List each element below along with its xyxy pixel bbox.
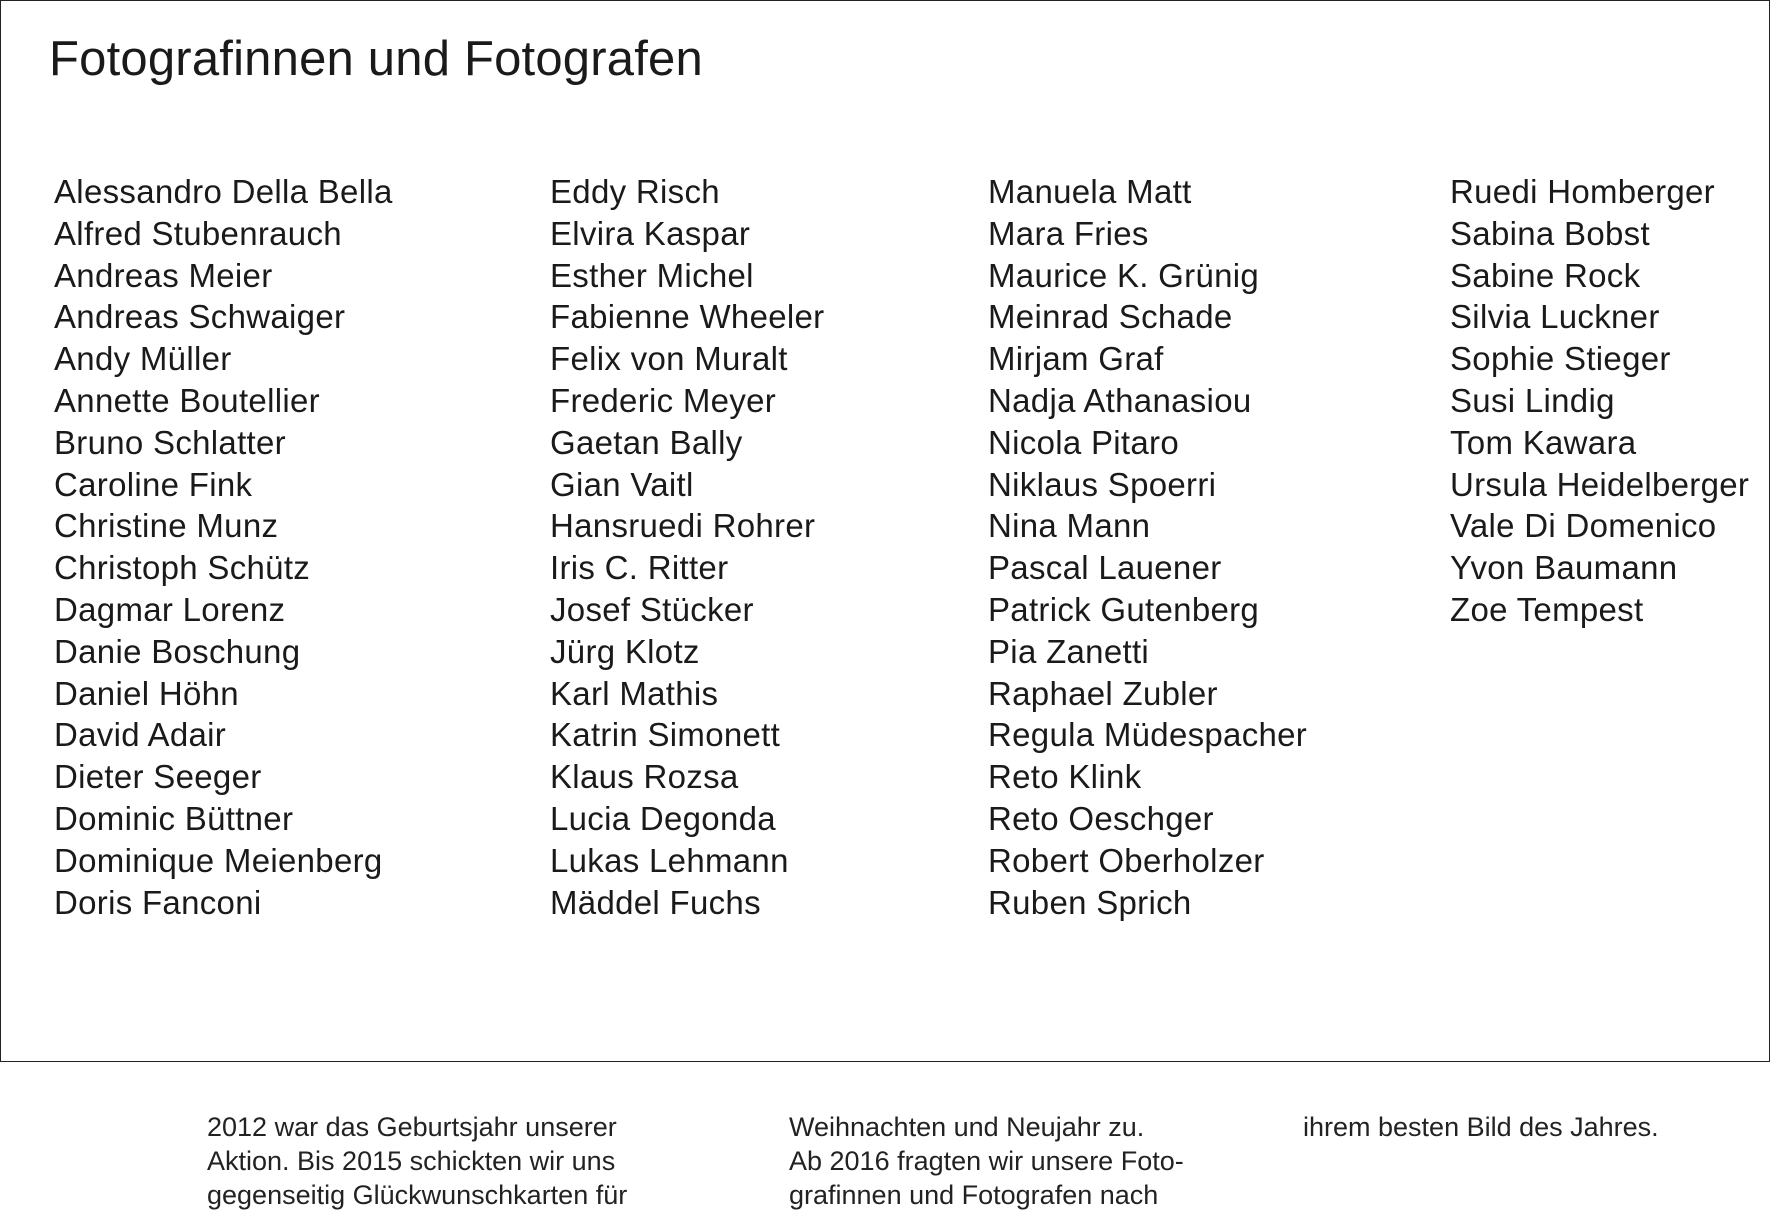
- photographer-name: Sabine Rock: [1450, 256, 1641, 294]
- photographer-name: Zoe Tempest: [1450, 590, 1644, 628]
- photographer-name: Dominique Meienberg: [54, 841, 383, 879]
- name-column-2: [550, 171, 824, 923]
- photographer-name: Manuela Matt: [988, 173, 1192, 210]
- photographer-name: Bruno Schlatter: [54, 423, 286, 461]
- photographer-name: Klaus Rozsa: [550, 758, 739, 796]
- photographer-name: Mara Fries: [988, 214, 1149, 252]
- photographer-name: Frederic Meyer: [550, 381, 777, 419]
- photographer-name: Karl Mathis: [550, 674, 719, 712]
- footer-text-line: grafinnen und Fotografen nach: [789, 1180, 1159, 1210]
- photographer-name: Raphael Zubler: [988, 674, 1218, 712]
- photographer-name: Robert Oberholzer: [988, 841, 1265, 879]
- photographer-name: Sophie Stieger: [1450, 340, 1671, 378]
- photographer-name: Fabienne Wheeler: [550, 298, 825, 336]
- page-title: Fotografinnen und Fotografen: [49, 32, 703, 86]
- photographer-name: Gian Vaitl: [550, 465, 694, 503]
- footer-text-line: Weihnachten und Neujahr zu.: [789, 1112, 1145, 1142]
- photographer-name: Ruedi Homberger: [1450, 173, 1715, 210]
- photographer-name: Iris C. Ritter: [550, 549, 729, 587]
- photographer-name: Dagmar Lorenz: [54, 590, 286, 628]
- name-column-4: [1450, 171, 1749, 631]
- footer-text-line: ihrem besten Bild des Jahres.: [1303, 1112, 1659, 1142]
- photographer-name: Danie Boschung: [54, 632, 301, 670]
- photographer-name: Regula Müdespacher: [988, 716, 1308, 754]
- footer-text-column-3: [1303, 1110, 1772, 1144]
- photographer-name: Katrin Simonett: [550, 716, 781, 754]
- photographer-name: Niklaus Spoerri: [988, 465, 1217, 503]
- photographer-name: Andreas Schwaiger: [54, 298, 346, 336]
- photographer-name: Pia Zanetti: [988, 632, 1150, 670]
- photographer-name: Sabina Bobst: [1450, 214, 1650, 252]
- footer-text-line: gegenseitig Glückwunschkarten für: [207, 1180, 628, 1210]
- photographer-name: Vale Di Domenico: [1450, 507, 1717, 545]
- photographer-name: Dominic Büttner: [54, 799, 294, 837]
- photographer-name: Nina Mann: [988, 507, 1151, 545]
- photographer-name: Reto Klink: [988, 758, 1142, 796]
- footer-text-line: Ab 2016 fragten wir unsere Foto-: [789, 1146, 1184, 1176]
- photographer-name: Andy Müller: [54, 340, 232, 378]
- photographer-name: Nadja Athanasiou: [988, 381, 1252, 419]
- photographer-name: Caroline Fink: [54, 465, 253, 503]
- name-column-1: [54, 171, 393, 923]
- photographer-name: Mirjam Graf: [988, 340, 1164, 378]
- footer-text-line: Aktion. Bis 2015 schickten wir uns: [207, 1146, 616, 1176]
- photographer-name: Yvon Baumann: [1450, 549, 1678, 587]
- photographer-name: David Adair: [54, 716, 227, 754]
- photographer-name: Annette Boutellier: [54, 381, 320, 419]
- footer-text-line: 2012 war das Geburtsjahr unserer: [207, 1112, 617, 1142]
- photographer-name: Christoph Schütz: [54, 549, 311, 587]
- photographer-name: Nicola Pitaro: [988, 423, 1179, 461]
- photographer-name: Doris Fanconi: [54, 883, 262, 921]
- photographer-name: Dieter Seeger: [54, 758, 262, 796]
- photographer-name: Gaetan Bally: [550, 423, 743, 461]
- photographer-name: Tom Kawara: [1450, 423, 1637, 461]
- photographer-name: Alessandro Della Bella: [54, 173, 393, 210]
- photographer-name: Hansruedi Rohrer: [550, 507, 816, 545]
- photographer-name: Pascal Lauener: [988, 549, 1222, 587]
- photographer-name: Josef Stücker: [550, 590, 754, 628]
- photographer-name: Meinrad Schade: [988, 298, 1233, 336]
- photographer-name: Esther Michel: [550, 256, 754, 294]
- photographer-name: Maurice K. Grünig: [988, 256, 1260, 294]
- photographer-name: Ruben Sprich: [988, 883, 1192, 921]
- photographer-name: Lucia Degonda: [550, 799, 776, 837]
- photographer-name: Ursula Heidelberger: [1450, 465, 1750, 503]
- photographer-name: Alfred Stubenrauch: [54, 214, 342, 252]
- photographer-name: Felix von Muralt: [550, 340, 788, 378]
- photographer-name: Elvira Kaspar: [550, 214, 751, 252]
- footer-text-column-2: [789, 1110, 1259, 1212]
- name-column-3: [988, 171, 1307, 923]
- photographer-name: Daniel Höhn: [54, 674, 239, 712]
- photographer-name: Silvia Luckner: [1450, 298, 1660, 336]
- photographer-name: Reto Oeschger: [988, 799, 1214, 837]
- photographer-name: Susi Lindig: [1450, 381, 1615, 419]
- photographer-name: Patrick Gutenberg: [988, 590, 1260, 628]
- photographer-name: Eddy Risch: [550, 173, 720, 210]
- photographer-name: Mäddel Fuchs: [550, 883, 761, 921]
- footer-text-column-1: [207, 1110, 677, 1212]
- photographer-name: Jürg Klotz: [550, 632, 700, 670]
- photographer-name: Andreas Meier: [54, 256, 273, 294]
- photographer-name: Christine Munz: [54, 507, 279, 545]
- photographer-name: Lukas Lehmann: [550, 841, 789, 879]
